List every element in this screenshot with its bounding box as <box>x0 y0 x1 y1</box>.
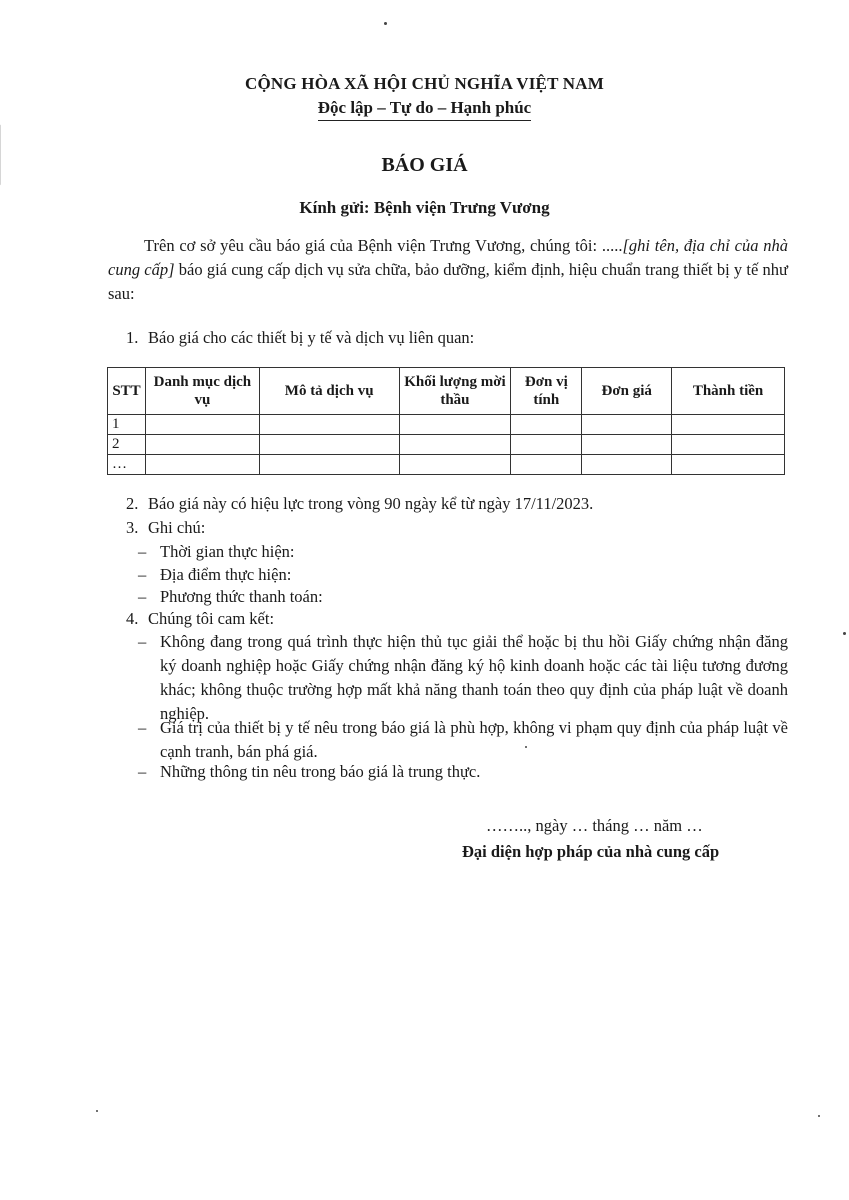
intro-supplier-placeholder: [ghi tên, địa chỉ của nhà cung cấp] <box>108 236 788 279</box>
table-cell <box>259 455 399 475</box>
table-cell <box>399 455 511 475</box>
commitment-1-text: Không đang trong quá trình thực hiện thủ tục giải thể hoặc bị thu hồi Giấy chứng nhận đăng ký doanh nghiệp hoặc Giấy chứng nhận đăng ký hộ kinh doanh hoặc các tài liệu tương đương khác; không thuộc trường hợp mất khả năng thanh toán theo quy định của pháp luật về doanh nghiệp. <box>160 632 788 723</box>
row-stt: 1 <box>108 415 146 435</box>
table-cell <box>259 415 399 435</box>
table-cell <box>672 435 785 455</box>
table-cell <box>399 435 511 455</box>
national-header <box>0 74 849 121</box>
motto-text: Độc lập – Tự do – Hạnh phúc <box>318 98 531 121</box>
table-cell <box>145 415 259 435</box>
header-description: Mô tả dịch vụ <box>259 368 399 415</box>
section-2-number: 2. <box>126 494 139 513</box>
legal-representative-label: Đại diện hợp pháp của nhà cung cấp <box>462 842 720 861</box>
table-row <box>108 415 785 435</box>
bullet-dash: – <box>138 718 147 737</box>
table-row <box>108 455 785 475</box>
section-4-number: 4. <box>126 609 139 628</box>
note-time <box>138 542 295 562</box>
scan-speck <box>818 1115 820 1117</box>
row-stt: … <box>108 455 146 475</box>
bullet-dash: – <box>138 565 147 584</box>
bullet-dash: – <box>138 632 147 651</box>
bullet-dash: – <box>138 762 147 781</box>
intro-text-2: báo giá cung cấp dịch vụ sửa chữa, bảo dưỡng, kiểm định, hiệu chuẩn trang thiết bị y tế như sau: <box>108 260 788 303</box>
table-cell <box>145 435 259 455</box>
bullet-dash: – <box>138 587 147 606</box>
bullet-dash: – <box>138 542 147 561</box>
row-stt: 2 <box>108 435 146 455</box>
national-motto <box>0 98 849 121</box>
scan-speck <box>843 632 846 635</box>
table-cell <box>399 415 511 435</box>
table-cell <box>145 455 259 475</box>
table-cell <box>672 415 785 435</box>
scan-speck <box>525 746 527 748</box>
note-payment <box>138 587 323 607</box>
intro-text-1: Trên cơ sở yêu cầu báo giá của Bệnh viện Trưng Vương, chúng tôi: ..... <box>144 236 623 255</box>
section-2 <box>126 494 593 514</box>
section-3-number: 3. <box>126 518 139 537</box>
section-1-text: Báo giá cho các thiết bị y tế và dịch vụ liên quan: <box>148 328 475 347</box>
intro-paragraph <box>108 234 788 306</box>
header-quantity: Khối lượng mời thầu <box>399 368 511 415</box>
header-category: Danh mục dịch vụ <box>145 368 259 415</box>
greeting-line: Kính gửi: Bệnh viện Trưng Vương <box>299 198 550 217</box>
table-cell <box>672 455 785 475</box>
table-cell <box>582 455 672 475</box>
commitment-3 <box>138 760 788 784</box>
document-title: BÁO GIÁ <box>381 154 468 176</box>
section-2-text: Báo giá này có hiệu lực trong vòng 90 ngày kể từ ngày 17/11/2023. <box>148 494 594 513</box>
table-cell <box>511 415 582 435</box>
note-payment-text: Phương thức thanh toán: <box>160 587 323 606</box>
scan-speck <box>384 22 387 25</box>
header-total: Thành tiền <box>672 368 785 415</box>
table-cell <box>511 455 582 475</box>
table-cell <box>582 415 672 435</box>
scan-speck <box>96 1110 98 1112</box>
section-3 <box>126 518 205 538</box>
header-unit: Đơn vị tính <box>511 368 582 415</box>
table-cell <box>582 435 672 455</box>
section-4-text: Chúng tôi cam kết: <box>148 609 275 628</box>
commitment-1 <box>138 630 788 726</box>
note-place <box>138 565 291 585</box>
commitment-3-text: Những thông tin nêu trong báo giá là trung thực. <box>160 762 481 781</box>
signature-date-line: …….., ngày … tháng … năm … <box>486 816 703 835</box>
header-stt: STT <box>108 368 146 415</box>
note-place-text: Địa điểm thực hiện: <box>160 565 292 584</box>
nation-name: CỘNG HÒA XÃ HỘI CHỦ NGHĨA VIỆT NAM <box>245 74 604 93</box>
note-time-text: Thời gian thực hiện: <box>160 542 295 561</box>
section-4 <box>126 609 274 629</box>
section-3-text: Ghi chú: <box>148 518 206 537</box>
table-header-row <box>108 368 785 415</box>
quote-table <box>107 367 785 475</box>
header-unit-price: Đơn giá <box>582 368 672 415</box>
table-cell <box>259 435 399 455</box>
section-1-number: 1. <box>126 328 139 347</box>
section-1 <box>126 328 474 348</box>
table-cell <box>511 435 582 455</box>
table-row <box>108 435 785 455</box>
commitment-2 <box>138 716 788 764</box>
commitment-2-text: Giá trị của thiết bị y tế nêu trong báo giá là phù hợp, không vi phạm quy định của pháp luật về cạnh tranh, bán phá giá. <box>160 718 788 761</box>
